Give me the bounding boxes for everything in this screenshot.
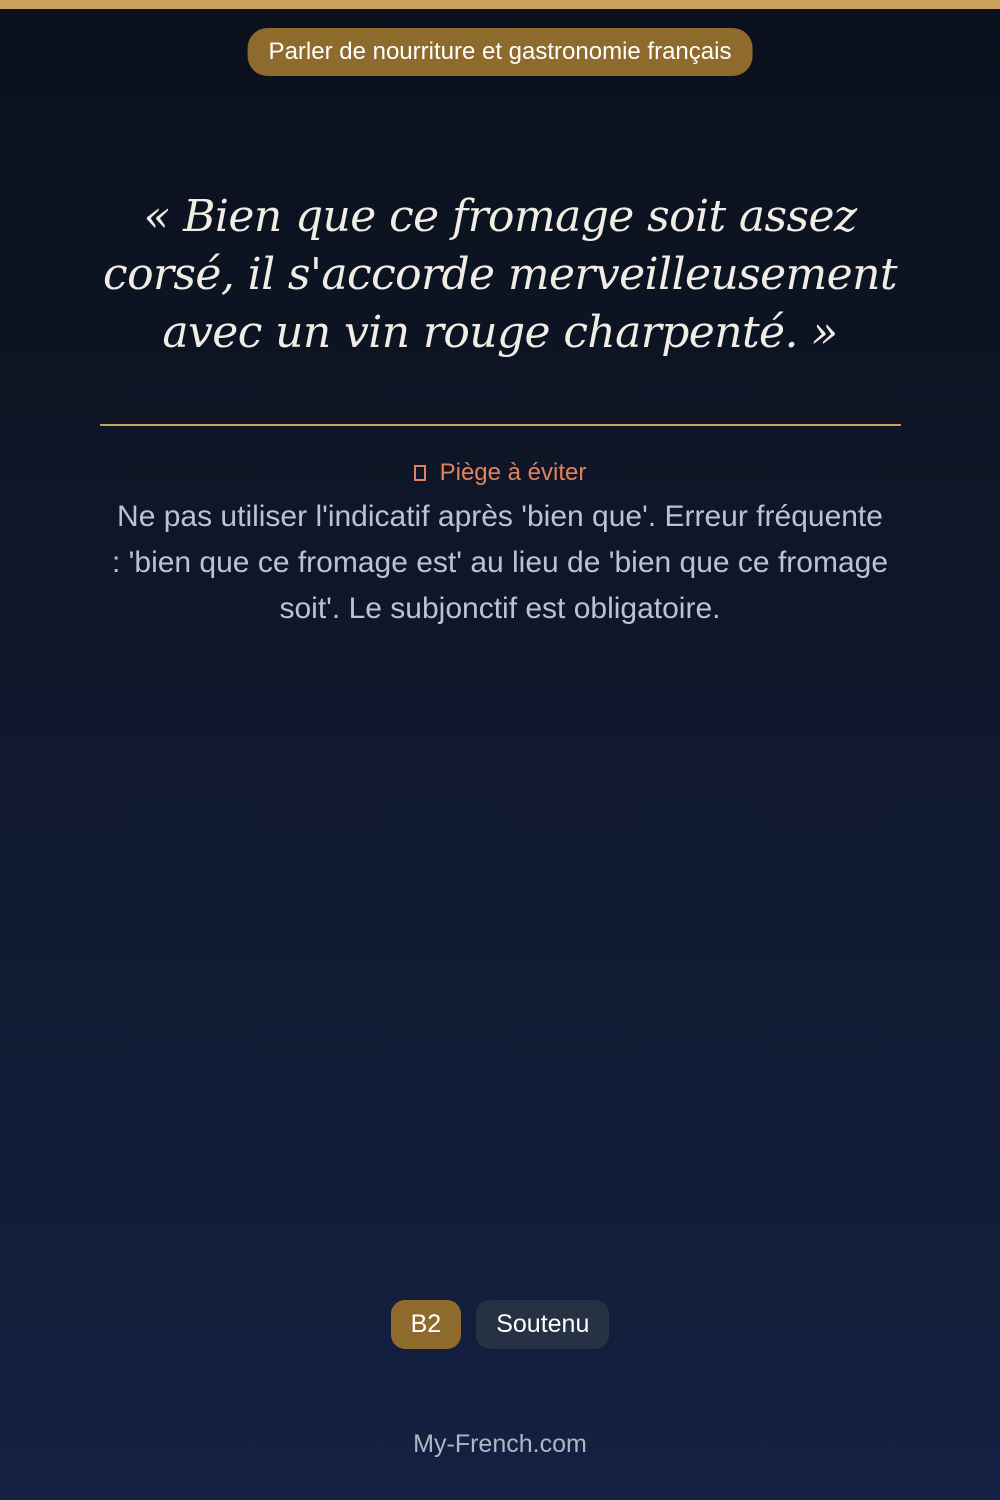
- tag-row: [0, 1300, 1000, 1349]
- pitfall-explanation: Ne pas utiliser l'indicatif après 'bien que'. Erreur fréquente : 'bien que ce fromage est' au lieu de 'bien que ce fromage soit'. Le subjonctif est obligatoire.: [111, 500, 888, 625]
- top-accent-bar: [0, 0, 1000, 9]
- example-quote: « Bien que ce fromage soit assez corsé, il s'accorde merveilleusement avec un vin rouge charpenté. »: [103, 191, 897, 358]
- level-badge: B2: [391, 1300, 462, 1349]
- category-badge: Parler de nourriture et gastronomie français: [248, 28, 753, 76]
- pitfall-title: Piège à éviter: [439, 459, 587, 486]
- warning-icon: [414, 465, 426, 481]
- divider: [100, 424, 901, 426]
- register-badge: Soutenu: [476, 1300, 609, 1349]
- pitfall-heading: [0, 456, 1000, 490]
- site-footer: My-French.com: [413, 1430, 587, 1458]
